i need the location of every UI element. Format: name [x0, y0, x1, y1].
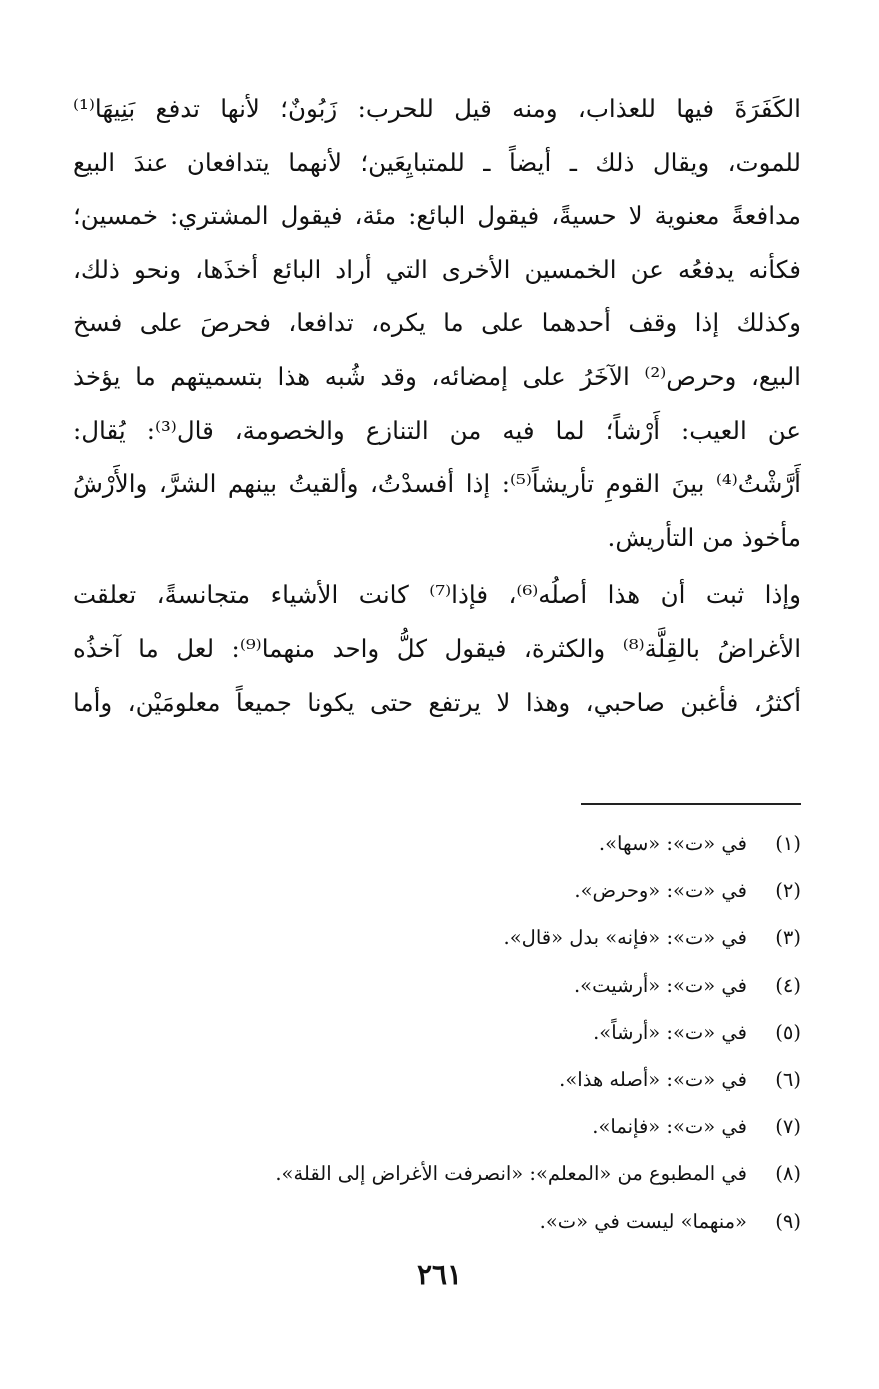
- footnote-number: (٣): [775, 926, 801, 950]
- footnote-number: (٩): [775, 1209, 801, 1233]
- footnote: [73, 1198, 801, 1245]
- footnote: [73, 820, 801, 867]
- text-line-4: فكأنه يدفعُه عن الخمسين الأخرى التي أراد البائع أخذَها، ونحو ذلك،: [73, 254, 801, 284]
- footnote-number: (٥): [775, 1020, 801, 1044]
- footnote-number: (٢): [775, 879, 801, 903]
- text-line-3: مدافعةً معنوية لا حسيةً، فيقول البائع: مئة، فيقول المشتري: خمسين؛: [73, 201, 801, 231]
- footnote: [73, 1056, 801, 1103]
- text-line-1: الكَفَرَةَ فيها للعذاب، ومنه قيل للحرب: زَبُونٌ؛ لأنها تدفع بَنِيهَا⁽¹⁾: [73, 94, 801, 123]
- footnote-text: «منهما» ليست في «ت».: [539, 1209, 747, 1233]
- footnote-text: في المطبوع من «المعلم»: «انصرفت الأغراض إلى القلة».: [275, 1162, 747, 1186]
- footnote-number: (٨): [775, 1162, 801, 1186]
- footnote-text: في «ت»: «وحرض».: [574, 879, 747, 903]
- footnote-number: (٧): [775, 1115, 801, 1139]
- footnote-number: (١): [775, 832, 801, 855]
- footnote: [73, 867, 801, 914]
- main-text: [73, 82, 801, 729]
- text-line-7: عن العيب: أَرْشاً؛ لما فيه من التنازع والخصومة، قال⁽³⁾: يُقال:: [73, 415, 801, 445]
- footnote-text: في «ت»: «فإنما».: [592, 1115, 747, 1139]
- footnotes: [73, 820, 801, 1245]
- footnote: [73, 1103, 801, 1150]
- footnote-text: في «ت»: «أصله هذا».: [559, 1067, 747, 1091]
- footnote-separator: [581, 803, 801, 805]
- footnote: [73, 1150, 801, 1197]
- text-line-11: الأغراضُ بالقِلَّة⁽⁸⁾ والكثرة، فيقول كلُّ واحد منهما⁽⁹⁾: لعل ما آخذُه: [73, 633, 801, 663]
- footnote-number: (٤): [775, 973, 801, 997]
- footnote-text: في «ت»: «أرشيت».: [573, 973, 747, 997]
- footnote-text: في «ت»: «سها».: [598, 832, 747, 855]
- footnote: [73, 914, 801, 961]
- footnote: [73, 1009, 801, 1056]
- footnote: [73, 962, 801, 1009]
- footnote-text: في «ت»: «أرشاً».: [593, 1020, 747, 1044]
- footnote-number: (٦): [775, 1067, 801, 1091]
- footnote-text: في «ت»: «فإنه» بدل «قال».: [503, 926, 747, 950]
- text-line-2: للموت، ويقال ذلك ـ أيضاً ـ للمتبايِعَين؛ لأنهما يتدافعان عندَ البيع: [73, 147, 801, 177]
- text-line-8: أَرَّشْتُ⁽⁴⁾ بينَ القومِ تأريشاً⁽⁵⁾: إذا أفسدْتُ، وألقيتُ بينهم الشرَّ، والأَرْشُ: [73, 469, 801, 499]
- text-line-10: وإذا ثبت أن هذا أصلُه⁽⁶⁾، فإذا⁽⁷⁾ كانت الأشياء متجانسةً، تعلقت: [73, 580, 801, 610]
- page-number: ٢٦١: [416, 1258, 463, 1291]
- text-line-6: البيع، وحرص⁽²⁾ الآخَرُ على إمضائه، وقد شُبه هذا بتسميتهم ما يؤخذ: [73, 361, 801, 391]
- text-line-9: مأخوذ من التأريش.: [607, 522, 801, 552]
- text-line-5: وكذلك إذا وقف أحدهما على ما يكره، تدافعا، فحرصَ على فسخ: [73, 308, 801, 338]
- text-line-12: أكثرُ، فأغبن صاحبي، وهذا لا يرتفع حتى يكونا جميعاً معلومَيْن، وأما: [73, 687, 801, 717]
